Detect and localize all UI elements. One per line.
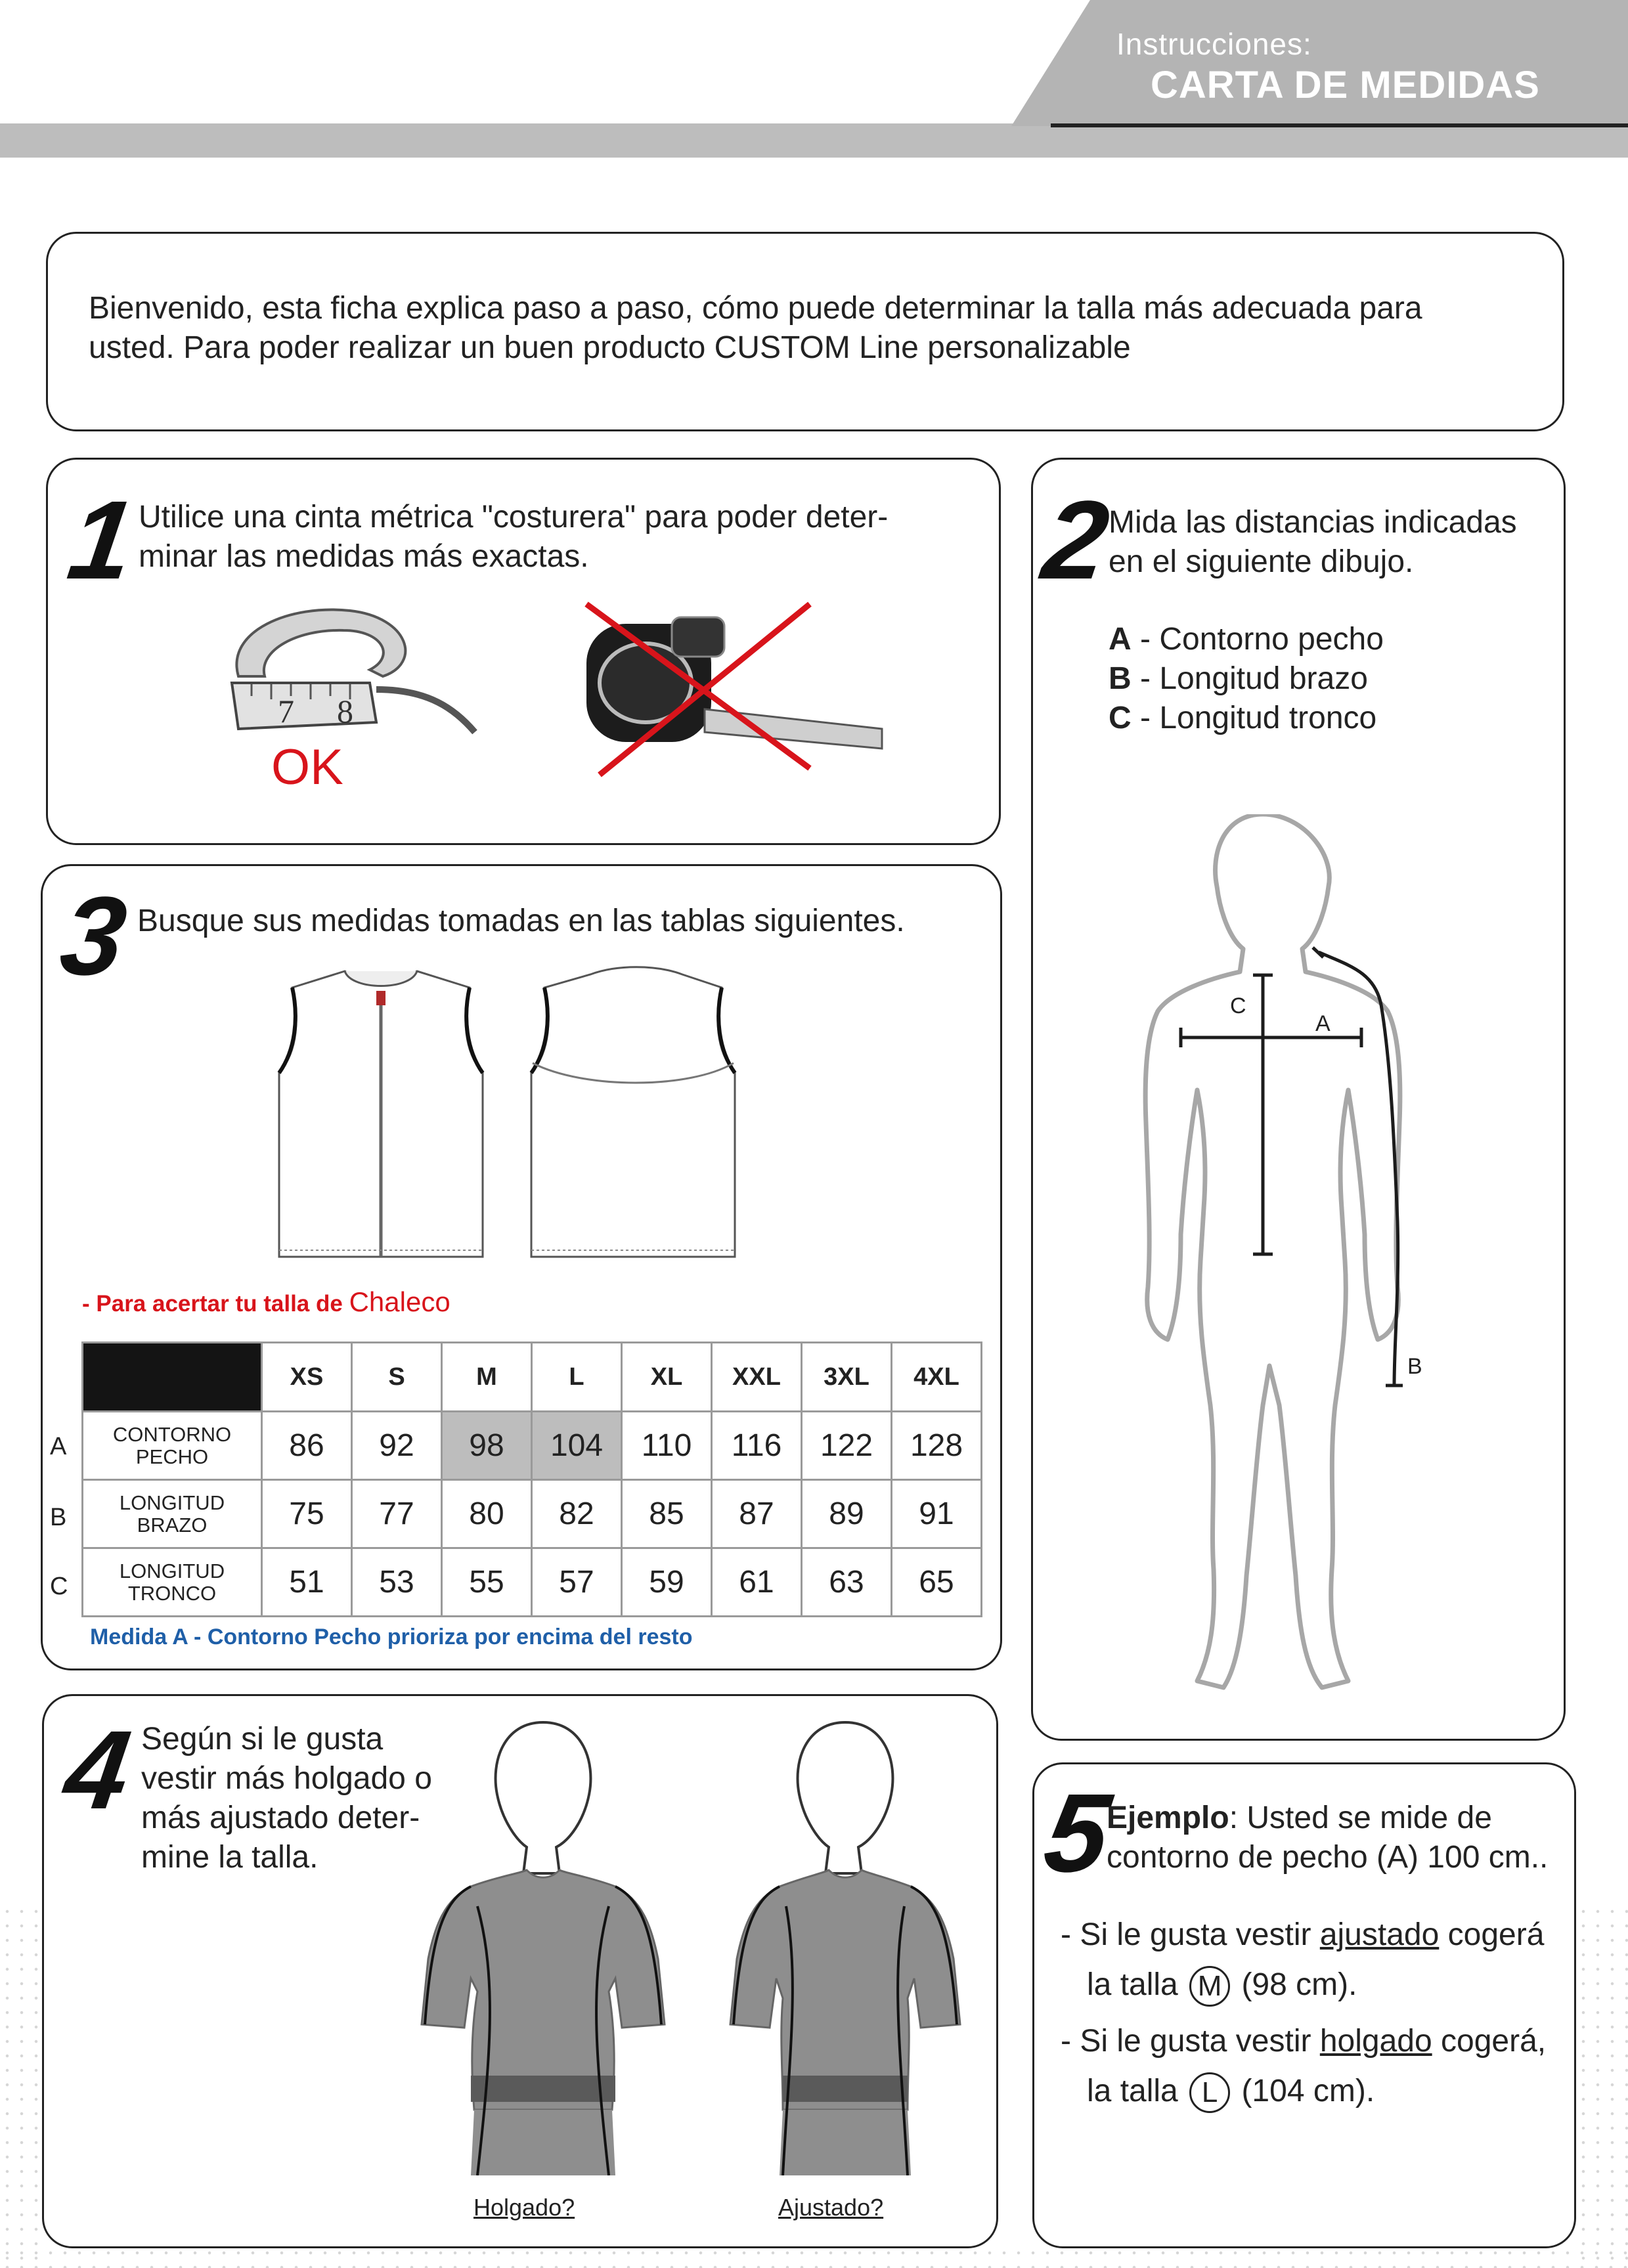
size-header: XXL bbox=[712, 1343, 802, 1412]
tight-fit-figure bbox=[720, 1716, 970, 2175]
step4-line-3: más ajustado deter- bbox=[141, 1800, 420, 1835]
step4-line-1: Según si le gusta bbox=[141, 1722, 384, 1756]
table-cell: 55 bbox=[442, 1548, 532, 1617]
row-letter-b: B bbox=[50, 1504, 67, 1531]
tape-mark-7: 7 bbox=[278, 693, 294, 730]
measure-item-b: B - Longitud brazo bbox=[1109, 661, 1368, 696]
table-cell: 89 bbox=[802, 1480, 892, 1548]
page-title: CARTA DE MEDIDAS bbox=[1151, 64, 1540, 106]
size-header-row bbox=[83, 1343, 982, 1412]
vest-front-illustration bbox=[266, 958, 502, 1273]
step2-line-1: Mida las distancias indicadas bbox=[1109, 505, 1517, 540]
table-note: Medida A - Contorno Pecho prioriza por encima del resto bbox=[90, 1625, 693, 1649]
table-cell: 75 bbox=[262, 1480, 352, 1548]
header-subtitle: Instrucciones: bbox=[1116, 27, 1312, 61]
intro-panel bbox=[46, 232, 1564, 431]
figure-label-a: A bbox=[1315, 1011, 1331, 1036]
table-cell-highlight: 104 bbox=[532, 1412, 622, 1480]
table-cell: 59 bbox=[622, 1548, 712, 1617]
measure-item-a: A - Contorno pecho bbox=[1109, 622, 1384, 657]
step2-number: 2 bbox=[1036, 478, 1116, 603]
step4-number: 4 bbox=[57, 1708, 137, 1833]
size-l-circle: L bbox=[1189, 2072, 1230, 2113]
step3-number: 3 bbox=[53, 874, 133, 999]
row-label: LONGITUD BRAZO bbox=[83, 1480, 262, 1548]
step5-option-1: - Si le gusta vestir ajustado cogerá bbox=[1061, 1917, 1545, 1952]
sewing-tape-icon bbox=[212, 591, 488, 742]
tight-label: Ajustado? bbox=[778, 2194, 884, 2221]
table-row bbox=[83, 1412, 982, 1480]
table-cell: 86 bbox=[262, 1412, 352, 1480]
step5-option-2-size: la talla L (104 cm). bbox=[1087, 2072, 1375, 2113]
size-header: XL bbox=[622, 1343, 712, 1412]
step3-instruction: Busque sus medidas tomadas en las tablas siguientes. bbox=[137, 904, 905, 938]
size-header: S bbox=[352, 1343, 442, 1412]
table-row bbox=[83, 1548, 982, 1617]
table-cell: 92 bbox=[352, 1412, 442, 1480]
table-cell: 53 bbox=[352, 1548, 442, 1617]
table-cell: 110 bbox=[622, 1412, 712, 1480]
dot-pattern-left bbox=[0, 1904, 46, 2268]
step5-number: 5 bbox=[1037, 1771, 1117, 1896]
row-label: LONGITUD TRONCO bbox=[83, 1548, 262, 1617]
figure-label-c: C bbox=[1230, 993, 1246, 1018]
row-letter-c: C bbox=[50, 1573, 68, 1600]
step1-line-1: Utilice una cinta métrica "costurera" para poder deter- bbox=[139, 500, 889, 534]
size-header: L bbox=[532, 1343, 622, 1412]
figure-label-b: B bbox=[1407, 1354, 1422, 1379]
table-corner bbox=[83, 1343, 262, 1412]
loose-fit-figure bbox=[412, 1716, 674, 2175]
table-cell: 82 bbox=[532, 1480, 622, 1548]
ok-label: OK bbox=[271, 739, 343, 795]
step5-option-1-size: la talla M (98 cm). bbox=[1087, 1965, 1357, 2007]
table-cell: 63 bbox=[802, 1548, 892, 1617]
table-cell: 57 bbox=[532, 1548, 622, 1617]
body-measure-figure bbox=[1132, 814, 1480, 1714]
loose-label: Holgado? bbox=[473, 2194, 575, 2221]
intro-line-1: Bienvenido, esta ficha explica paso a paso, cómo puede determinar la talla más adecuada para bbox=[89, 291, 1422, 326]
table-cell: 65 bbox=[892, 1548, 982, 1617]
size-header: 3XL bbox=[802, 1343, 892, 1412]
header-rule bbox=[1051, 123, 1628, 127]
table-cell: 85 bbox=[622, 1480, 712, 1548]
table-cell: 87 bbox=[712, 1480, 802, 1548]
size-m-circle: M bbox=[1189, 1966, 1230, 2007]
tape-mark-8: 8 bbox=[337, 693, 353, 730]
step5-panel bbox=[1032, 1762, 1576, 2248]
table-cell: 91 bbox=[892, 1480, 982, 1548]
table-cell: 77 bbox=[352, 1480, 442, 1548]
step2-panel bbox=[1031, 458, 1566, 1741]
table-cell: 80 bbox=[442, 1480, 532, 1548]
table-intro: - Para acertar tu talla de Chaleco bbox=[82, 1286, 451, 1317]
header-gray-bar bbox=[0, 123, 1628, 158]
size-header: M bbox=[442, 1343, 532, 1412]
table-cell: 116 bbox=[712, 1412, 802, 1480]
dot-pattern-bottom bbox=[0, 2246, 1628, 2268]
table-cell: 122 bbox=[802, 1412, 892, 1480]
step5-example-line-2: contorno de pecho (A) 100 cm.. bbox=[1107, 1840, 1549, 1875]
step4-line-4: mine la talla. bbox=[141, 1840, 319, 1875]
size-header: 4XL bbox=[892, 1343, 982, 1412]
step1-panel bbox=[46, 458, 1001, 845]
step1-number: 1 bbox=[61, 478, 141, 603]
measure-item-c: C - Longitud tronco bbox=[1109, 701, 1377, 735]
vest-back-illustration bbox=[518, 958, 755, 1273]
table-row bbox=[83, 1480, 982, 1548]
step4-panel bbox=[42, 1694, 998, 2248]
step4-line-2: vestir más holgado o bbox=[141, 1761, 432, 1796]
table-cell: 51 bbox=[262, 1548, 352, 1617]
row-label: CONTORNO PECHO bbox=[83, 1412, 262, 1480]
step1-line-2: minar las medidas más exactas. bbox=[139, 539, 589, 574]
row-letter-a: A bbox=[50, 1433, 67, 1460]
table-cell: 61 bbox=[712, 1548, 802, 1617]
step5-example-line-1: Ejemplo: Usted se mide de bbox=[1107, 1800, 1492, 1835]
size-header: XS bbox=[262, 1343, 352, 1412]
dot-pattern-right bbox=[1576, 1904, 1628, 2268]
size-table bbox=[81, 1341, 982, 1617]
product-name: Chaleco bbox=[349, 1286, 451, 1317]
table-cell-highlight: 98 bbox=[442, 1412, 532, 1480]
step2-line-2: en el siguiente dibujo. bbox=[1109, 544, 1414, 579]
intro-line-2: usted. Para poder realizar un buen producto CUSTOM Line personalizable bbox=[89, 330, 1131, 365]
step5-option-2: - Si le gusta vestir holgado cogerá, bbox=[1061, 2024, 1547, 2059]
tape-measure-crossed-icon bbox=[573, 598, 902, 781]
table-cell: 128 bbox=[892, 1412, 982, 1480]
